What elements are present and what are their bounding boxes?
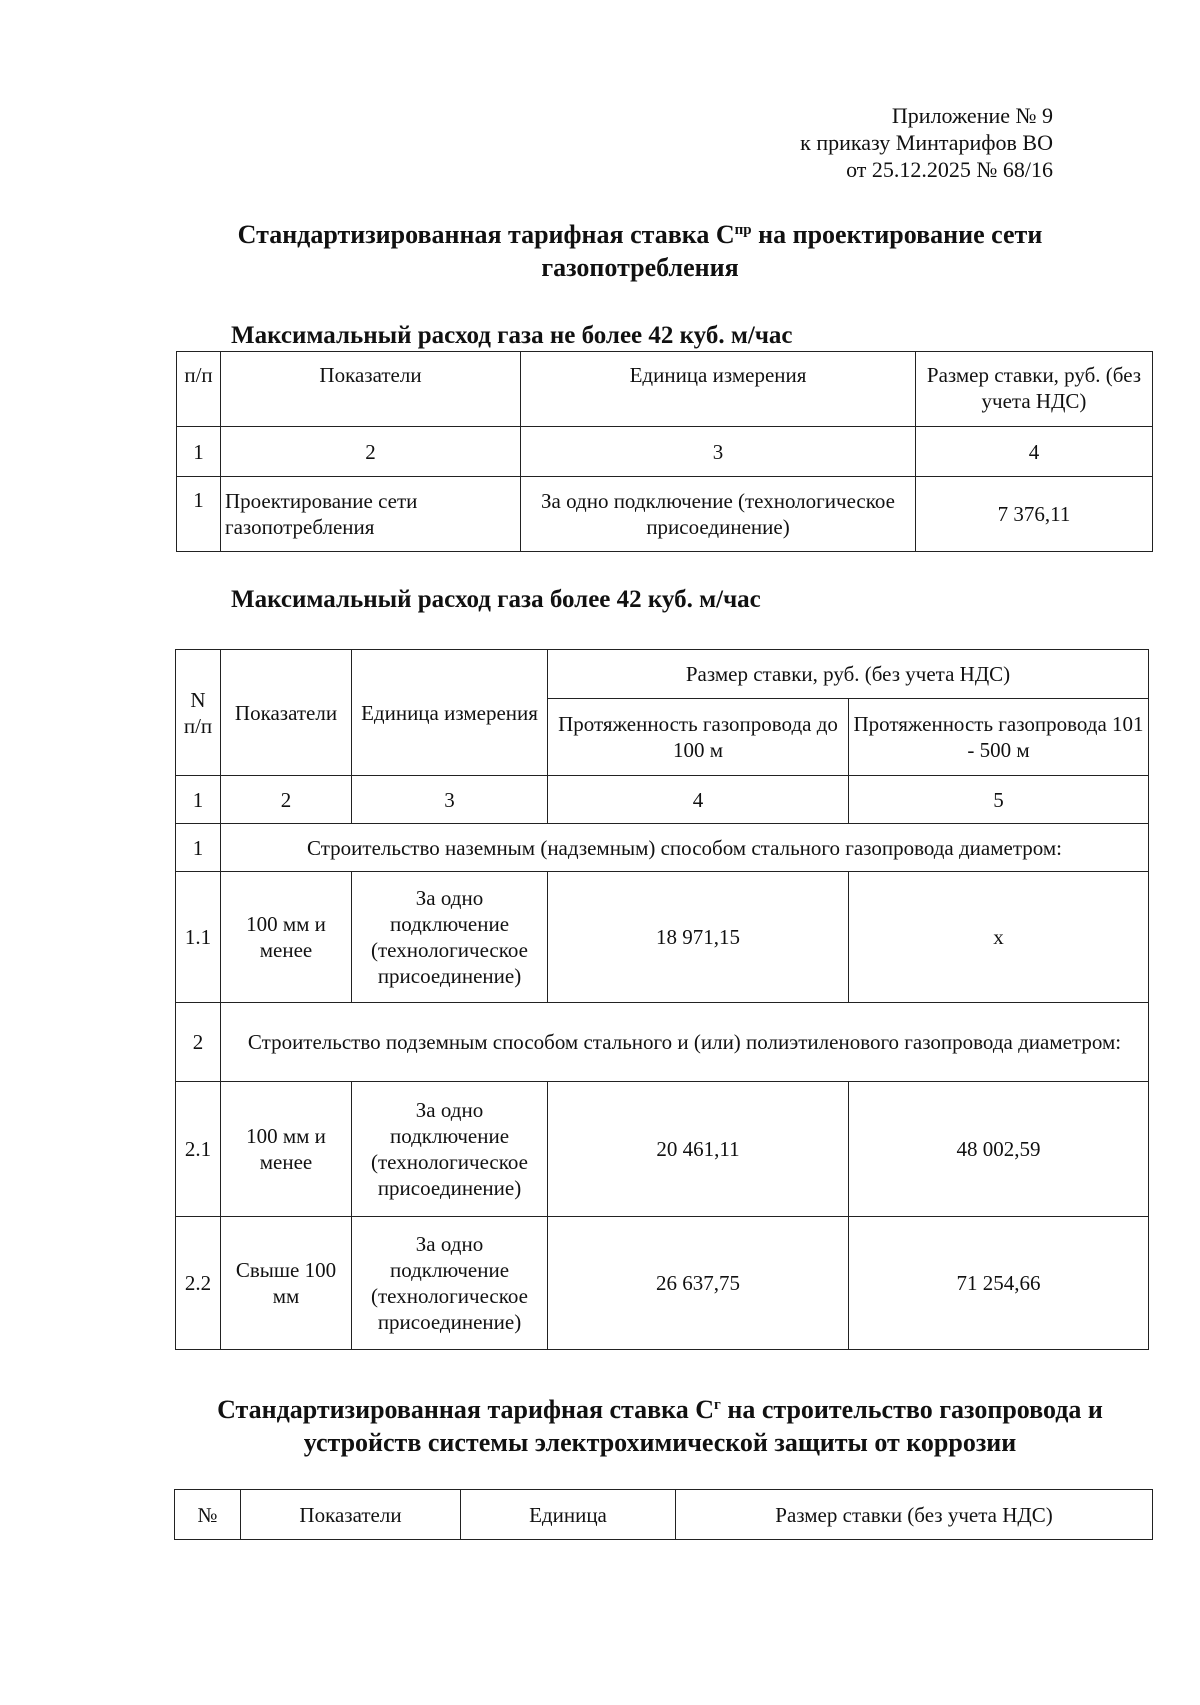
attachment-number: Приложение № 9 xyxy=(891,103,1053,128)
row-unit: За одно подключение (технологическое присоединение) xyxy=(352,872,548,1003)
row-indicator: 100 мм и менее xyxy=(221,1082,352,1217)
title-construction-rate-line1: Стандартизированная тарифная ставка $С^г$ на строительство газопровода и xyxy=(217,1395,1103,1424)
header-rate: Размер ставки, руб. (без учета НДС) xyxy=(548,650,1149,699)
row-indicator: 100 мм и менее xyxy=(221,872,352,1003)
table-header-row xyxy=(175,1490,1153,1540)
table-row xyxy=(176,872,1149,1003)
col-number: 1 xyxy=(176,776,221,824)
row-value-to-100: 20 461,11 xyxy=(548,1082,849,1217)
row-indicator: Проектирование сети газопотребления xyxy=(221,477,521,552)
row-value: 7 376,11 xyxy=(916,477,1153,552)
row-unit: За одно подключение (технологическое присоединение) xyxy=(352,1217,548,1350)
column-number-row xyxy=(176,776,1149,824)
col-number: 1 xyxy=(177,427,221,477)
group-text: Строительство наземным (надземным) способом стального газопровода диаметром: xyxy=(221,824,1149,872)
header-rate: Размер ставки (без учета НДС) xyxy=(676,1490,1153,1540)
col-number: 4 xyxy=(916,427,1153,477)
header-rate: Размер ставки, руб. (без учета НДС) xyxy=(916,352,1153,427)
header-num: N п/п xyxy=(176,650,221,776)
group-num: 1 xyxy=(176,824,221,872)
row-num: 2.1 xyxy=(176,1082,221,1217)
table-construction-protection xyxy=(174,1489,1153,1540)
table-header-row xyxy=(177,352,1153,427)
header-num: № xyxy=(175,1490,241,1540)
col-number: 2 xyxy=(221,427,521,477)
col-number: 2 xyxy=(221,776,352,824)
row-indicator: Свыше 100 мм xyxy=(221,1217,352,1350)
row-value-101-500: х xyxy=(849,872,1149,1003)
table-header-row xyxy=(176,650,1149,699)
header-indicator: Показатели xyxy=(241,1490,461,1540)
row-value-101-500: 71 254,66 xyxy=(849,1217,1149,1350)
row-unit: За одно подключение (технологическое присоединение) xyxy=(521,477,916,552)
row-num: 1 xyxy=(177,477,221,552)
row-num: 1.1 xyxy=(176,872,221,1003)
col-number: 4 xyxy=(548,776,849,824)
title-design-rate-line1: Стандартизированная тарифная ставка $С^{пр}$ на проектирование сети xyxy=(237,220,1043,249)
attachment-order: к приказу Минтарифов ВО xyxy=(800,130,1053,155)
title-construction-rate-line2: устройств системы электрохимической защиты от коррозии xyxy=(303,1428,1017,1457)
table-design xyxy=(176,351,1153,552)
section2-heading: Максимальный расход газа более 42 куб. м/час xyxy=(231,586,761,613)
title-design-rate xyxy=(160,218,1120,284)
col-number: 3 xyxy=(521,427,916,477)
column-number-row xyxy=(177,427,1153,477)
table-row xyxy=(177,477,1153,552)
header-unit: Единица измерения xyxy=(352,650,548,776)
title-design-rate-line2: газопотребления xyxy=(541,253,739,282)
title-construction-rate xyxy=(170,1393,1150,1459)
row-unit: За одно подключение (технологическое присоединение) xyxy=(352,1082,548,1217)
col-number: 5 xyxy=(849,776,1149,824)
row-num: 2.2 xyxy=(176,1217,221,1350)
attachment-date: от 25.12.2025 № 68/16 xyxy=(846,157,1053,182)
group-row xyxy=(176,824,1149,872)
header-length-to-100: Протяженность газопровода до 100 м xyxy=(548,699,849,776)
header-unit: Единица xyxy=(461,1490,676,1540)
row-value-to-100: 18 971,15 xyxy=(548,872,849,1003)
table-row xyxy=(176,1217,1149,1350)
row-value-to-100: 26 637,75 xyxy=(548,1217,849,1350)
header-indicator: Показатели xyxy=(221,352,521,427)
group-num: 2 xyxy=(176,1003,221,1082)
group-text: Строительство подземным способом стального и (или) полиэтиленового газопровода диаметром: xyxy=(221,1003,1149,1082)
table-construction xyxy=(175,649,1149,1350)
group-row xyxy=(176,1003,1149,1082)
section1-heading: Максимальный расход газа не более 42 куб. м/час xyxy=(231,322,793,349)
col-number: 3 xyxy=(352,776,548,824)
header-indicator: Показатели xyxy=(221,650,352,776)
attachment-note xyxy=(800,102,1053,183)
table-row xyxy=(176,1082,1149,1217)
header-num: п/п xyxy=(177,352,221,427)
header-length-101-500: Протяженность газопровода 101 - 500 м xyxy=(849,699,1149,776)
header-unit: Единица измерения xyxy=(521,352,916,427)
row-value-101-500: 48 002,59 xyxy=(849,1082,1149,1217)
